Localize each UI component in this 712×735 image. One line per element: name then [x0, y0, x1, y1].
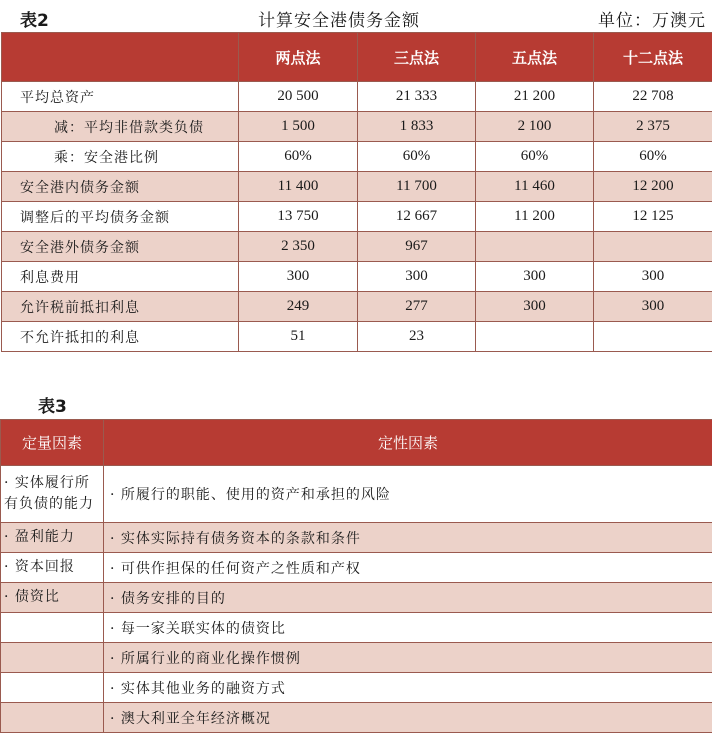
value-cell: 2 375 [594, 112, 712, 142]
qualitative-cell: · 实体其他业务的融资方式 [104, 673, 712, 703]
value-cell: 60% [476, 142, 594, 172]
row-label: 减：平均非借款类负债 [2, 112, 239, 142]
table-row [1, 643, 712, 673]
table-row [1, 673, 712, 703]
table2-header-cell: 十二点法 [594, 33, 712, 82]
row-label: 允许税前抵扣利息 [2, 292, 239, 322]
row-label: 安全港外债务金额 [2, 232, 239, 262]
row-label: 安全港内债务金额 [2, 172, 239, 202]
value-cell: 11 200 [476, 202, 594, 232]
value-cell: 12 667 [358, 202, 476, 232]
table3-header-cell: 定量因素 [1, 420, 104, 466]
value-cell: 1 833 [358, 112, 476, 142]
value-cell: 12 125 [594, 202, 712, 232]
table2-heading [0, 4, 712, 30]
table-row [2, 112, 712, 142]
qualitative-cell: · 每一家关联实体的债资比 [104, 613, 712, 643]
quantitative-cell: · 债资比 [1, 583, 104, 613]
quantitative-cell [1, 703, 104, 733]
table2-title: 计算安全港债务金额 [258, 11, 420, 31]
value-cell: 1 500 [239, 112, 358, 142]
value-cell: 12 200 [594, 172, 712, 202]
value-cell: 51 [239, 322, 358, 352]
qualitative-cell: · 可供作担保的任何资产之性质和产权 [104, 553, 712, 583]
value-cell: 60% [358, 142, 476, 172]
table-row [2, 142, 712, 172]
table2-header-cell: 三点法 [358, 33, 476, 82]
table-row [2, 232, 712, 262]
quantitative-cell [1, 673, 104, 703]
value-cell [476, 232, 594, 262]
value-cell: 2 350 [239, 232, 358, 262]
value-cell: 20 500 [239, 82, 358, 112]
value-cell: 300 [358, 262, 476, 292]
value-cell: 300 [476, 262, 594, 292]
value-cell: 21 200 [476, 82, 594, 112]
row-label: 不允许抵扣的利息 [2, 322, 239, 352]
table2-header-cell: 五点法 [476, 33, 594, 82]
table-row [2, 292, 712, 322]
table-row [2, 82, 712, 112]
table-row [2, 172, 712, 202]
value-cell: 11 460 [476, 172, 594, 202]
table-row [1, 553, 712, 583]
value-cell [476, 322, 594, 352]
table2-unit: 单位：万澳元 [598, 11, 706, 31]
table-row [1, 583, 712, 613]
value-cell [594, 322, 712, 352]
table-row [2, 202, 712, 232]
value-cell: 13 750 [239, 202, 358, 232]
value-cell: 300 [594, 292, 712, 322]
value-cell: 277 [358, 292, 476, 322]
value-cell: 2 100 [476, 112, 594, 142]
value-cell: 300 [476, 292, 594, 322]
quantitative-cell: · 资本回报 [1, 553, 104, 583]
value-cell: 60% [594, 142, 712, 172]
table-row [1, 613, 712, 643]
quantitative-cell [1, 643, 104, 673]
quantitative-cell: · 盈利能力 [1, 523, 104, 553]
value-cell: 300 [239, 262, 358, 292]
value-cell: 23 [358, 322, 476, 352]
value-cell [594, 232, 712, 262]
value-cell: 60% [239, 142, 358, 172]
value-cell: 21 333 [358, 82, 476, 112]
qualitative-cell: · 澳大利亚全年经济概况 [104, 703, 712, 733]
quantitative-cell: · 实体履行所有负债的能力 [1, 466, 104, 523]
value-cell: 11 400 [239, 172, 358, 202]
table2-header-blank [2, 33, 239, 82]
row-label: 乘：安全港比例 [2, 142, 239, 172]
row-label: 平均总资产 [2, 82, 239, 112]
row-label: 调整后的平均债务金额 [2, 202, 239, 232]
table3 [0, 419, 712, 733]
quantitative-cell [1, 613, 104, 643]
value-cell: 249 [239, 292, 358, 322]
qualitative-cell: · 所履行的职能、使用的资产和承担的风险 [104, 466, 712, 523]
value-cell: 22 708 [594, 82, 712, 112]
table2-header-cell: 两点法 [239, 33, 358, 82]
table-row [2, 262, 712, 292]
table3-label: 表3 [38, 397, 67, 417]
table2-label: 表2 [20, 11, 49, 31]
table-row [1, 523, 712, 553]
table2 [1, 32, 712, 352]
table3-header-cell: 定性因素 [104, 420, 712, 466]
table-row [2, 322, 712, 352]
value-cell: 11 700 [358, 172, 476, 202]
value-cell: 300 [594, 262, 712, 292]
table2-header-row [2, 33, 712, 82]
qualitative-cell: · 实体实际持有债务资本的条款和条件 [104, 523, 712, 553]
table-row [1, 703, 712, 733]
table3-header-row [1, 420, 712, 466]
row-label: 利息费用 [2, 262, 239, 292]
qualitative-cell: · 所属行业的商业化操作惯例 [104, 643, 712, 673]
qualitative-cell: · 债务安排的目的 [104, 583, 712, 613]
table-row [1, 466, 712, 523]
value-cell: 967 [358, 232, 476, 262]
